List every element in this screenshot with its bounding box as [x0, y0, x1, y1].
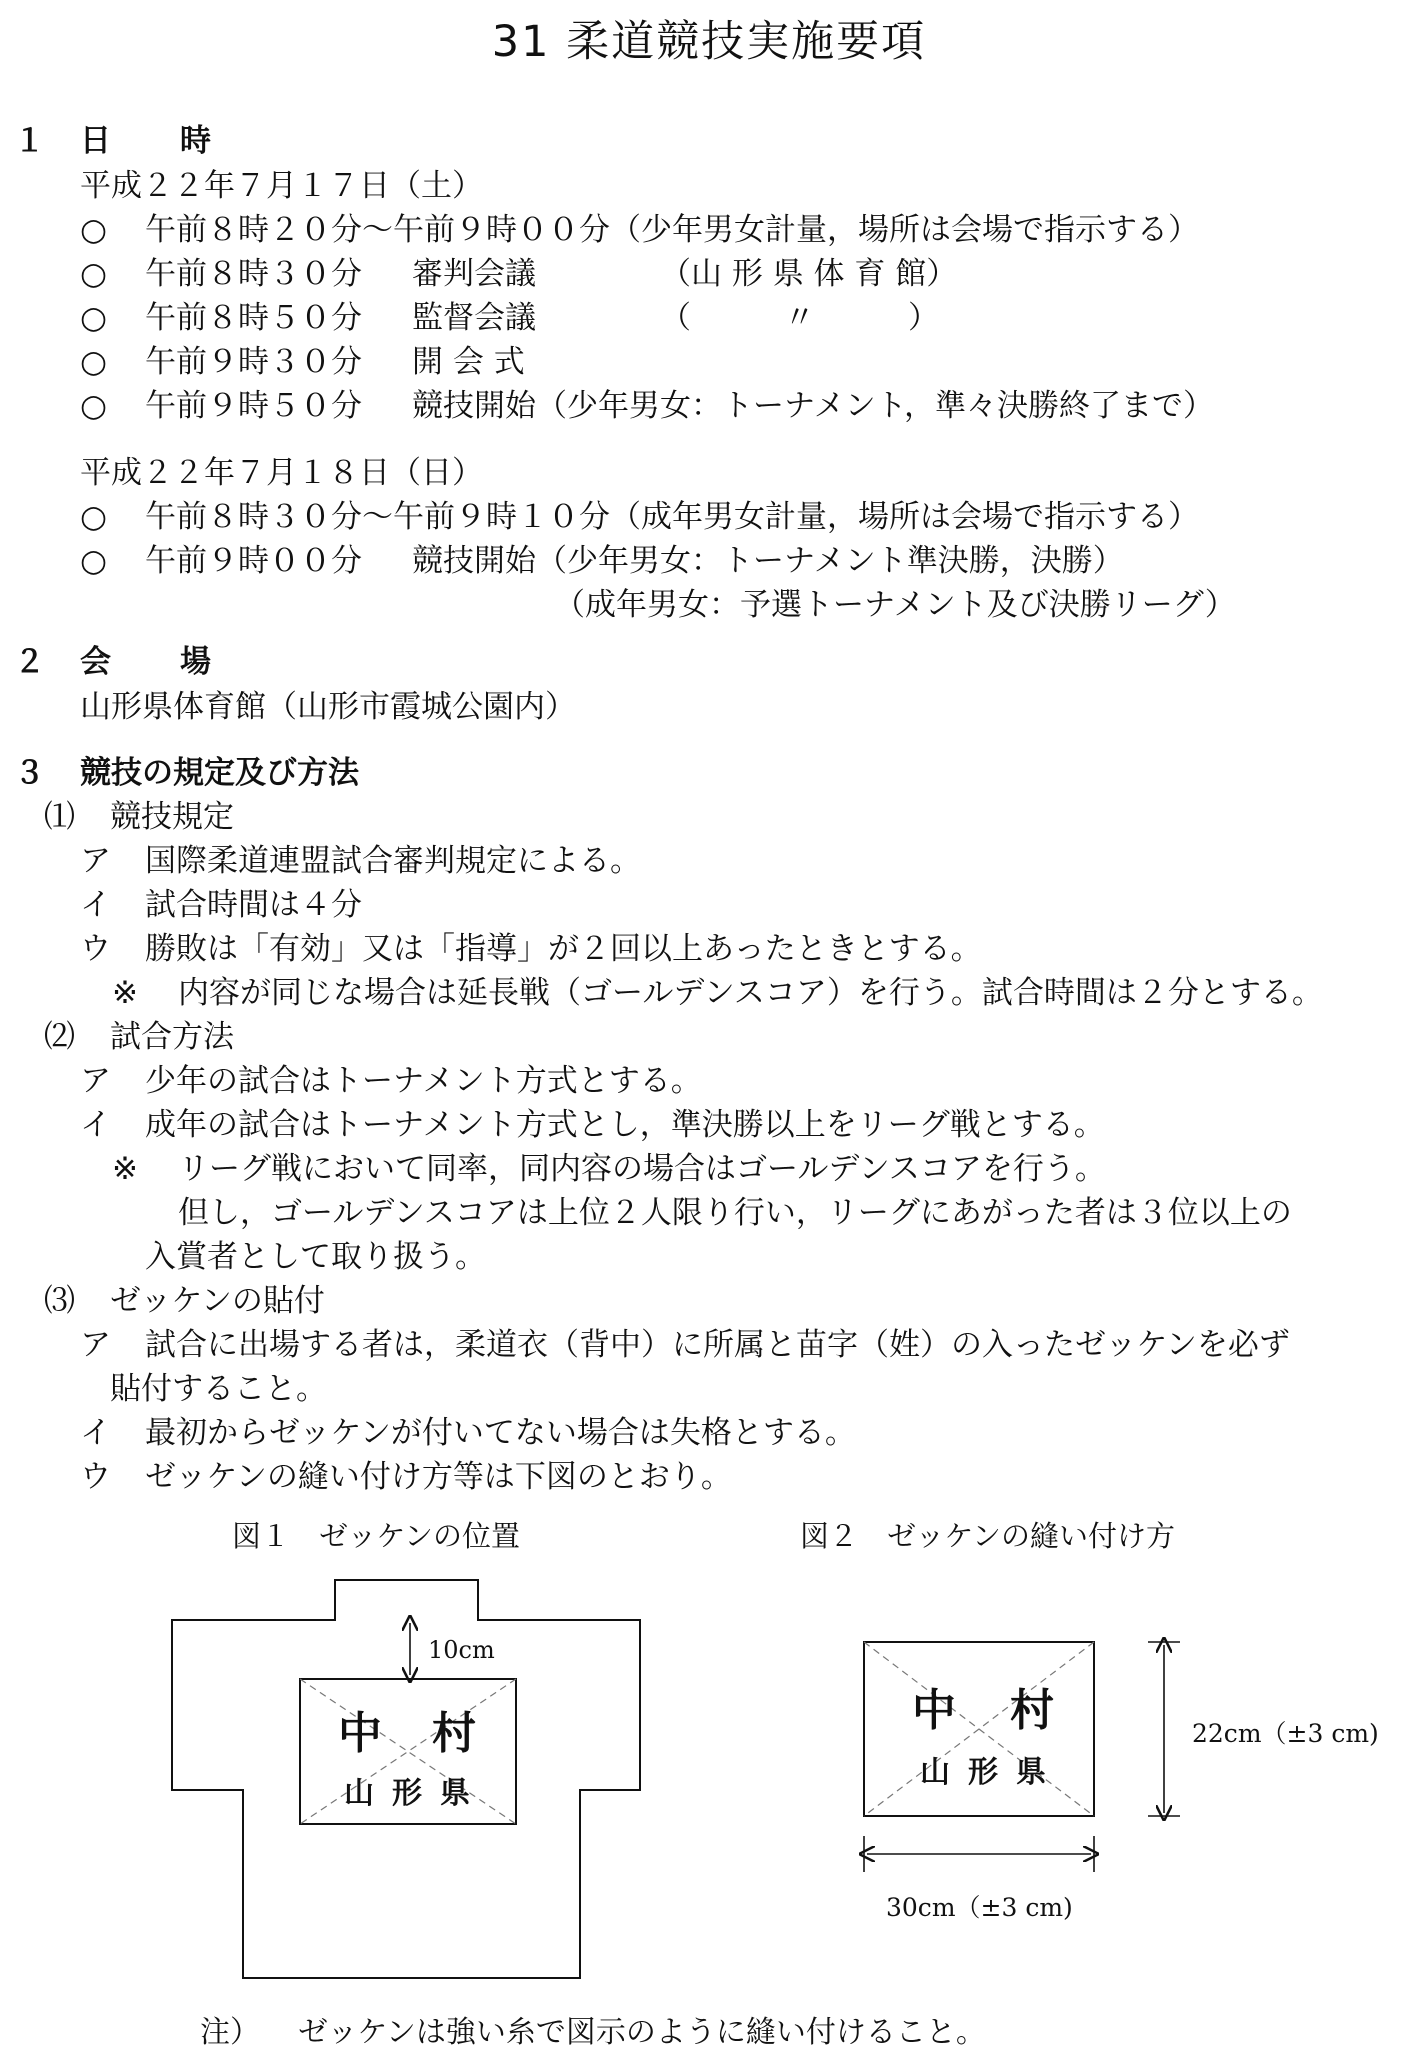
note-text: 内容が同じな場合は延長戦（ゴールデンスコア）を行う。試合時間は２分とする。 — [178, 975, 1323, 1011]
section-3-number: ３ — [14, 755, 45, 791]
item-place: （ 〃 ） — [660, 300, 939, 336]
zekken1-pref-3: 県 — [440, 1776, 470, 1811]
zekken1-name-2: 村 — [432, 1708, 476, 1759]
list-mark: ア — [80, 1327, 111, 1363]
subsection-2-label: 試合方法 — [110, 1019, 234, 1055]
note-text: 入賞者として取り扱う。 — [145, 1239, 486, 1275]
item-time: 午前９時３０分 — [145, 344, 362, 380]
zekken1-pref-2: 形 — [392, 1776, 422, 1811]
section-2-label-a: 会 — [80, 644, 111, 680]
note-mark: ※ — [112, 1151, 138, 1187]
subsection-3-number: ⑶ — [44, 1283, 75, 1319]
subsection-2-number: ⑵ — [44, 1019, 75, 1055]
list-text: 貼付すること。 — [110, 1371, 327, 1407]
bullet-mark: ○ — [80, 344, 108, 380]
zekken1-name-1: 中 — [338, 1708, 382, 1759]
section-3-label: 競技の規定及び方法 — [80, 755, 359, 791]
list-mark: ウ — [80, 1459, 111, 1495]
bullet-mark: ○ — [80, 388, 108, 424]
item-event: 監督会議 — [412, 300, 536, 336]
section-2-label-b: 場 — [180, 644, 211, 680]
footnote-mark: 注） — [200, 2015, 260, 2050]
list-text: 試合時間は４分 — [145, 887, 362, 923]
zekken2-pref-2: 形 — [968, 1755, 998, 1790]
bullet-mark: ○ — [80, 300, 108, 336]
section-2-number: ２ — [14, 644, 45, 680]
fig1-dimension-label: 10cm — [428, 1636, 495, 1664]
note-mark: ※ — [112, 975, 138, 1011]
list-text: ゼッケンの縫い付け方等は下図のとおり。 — [145, 1459, 732, 1495]
footnote-text: ゼッケンは強い糸で図示のように縫い付けること。 — [298, 2015, 986, 2050]
bullet-mark: ○ — [80, 212, 108, 248]
subsection-3-label: ゼッケンの貼付 — [110, 1283, 325, 1319]
bullet-mark: ○ — [80, 499, 108, 535]
list-text: 勝敗は「有効」又は「指導」が２回以上あったときとする。 — [145, 931, 982, 967]
day2-continuation: （成年男女：予選トーナメント及び決勝リーグ） — [554, 587, 1236, 623]
note-text: 但し，ゴールデンスコアは上位２人限り行い，リーグにあがった者は３位以上の — [178, 1195, 1292, 1231]
item-time: 午前９時００分 — [145, 543, 362, 579]
list-mark: イ — [80, 1415, 111, 1451]
fig2-width-label: 30cm（±3 cm) — [886, 1893, 1073, 1922]
item-event: 審判会議 — [412, 256, 536, 292]
list-text: 国際柔道連盟試合審判規定による。 — [145, 843, 641, 879]
section-1-number: １ — [14, 123, 45, 159]
bullet-mark: ○ — [80, 543, 108, 579]
zekken1-pref-1: 山 — [344, 1776, 374, 1811]
zekken2-pref-3: 県 — [1016, 1755, 1046, 1790]
note-text: リーグ戦において同率，同内容の場合はゴールデンスコアを行う。 — [178, 1151, 1106, 1187]
subsection-1-number: ⑴ — [44, 799, 75, 835]
section-1-label-a: 日 — [80, 123, 111, 159]
section-1-label-b: 時 — [180, 123, 211, 159]
zekken2-name-1: 中 — [912, 1685, 956, 1736]
list-mark: ア — [80, 843, 111, 879]
item-event: 競技開始（少年男女：トーナメント，準々決勝終了まで） — [412, 388, 1214, 424]
subsection-1-label: 競技規定 — [110, 799, 234, 835]
zekken2-name-2: 村 — [1010, 1685, 1054, 1736]
zekken2-pref-1: 山 — [920, 1755, 950, 1790]
day2-date: 平成２２年７月１８日（日） — [80, 455, 483, 491]
item-event: 開 会 式 — [412, 344, 525, 380]
list-text: 最初からゼッケンが付いてない場合は失格とする。 — [145, 1415, 856, 1451]
item-time: 午前８時５０分 — [145, 300, 362, 336]
list-mark: イ — [80, 1107, 111, 1143]
figure-2-caption: 図２ ゼッケンの縫い付け方 — [800, 1519, 1175, 1553]
list-text: 成年の試合はトーナメント方式とし，準決勝以上をリーグ戦とする。 — [145, 1107, 1105, 1143]
fig2-height-label: 22cm（±3 cm) — [1192, 1719, 1379, 1748]
item-time: 午前８時３０分 — [145, 256, 362, 292]
bullet-mark: ○ — [80, 256, 108, 292]
item-place: （山 形 県 体 育 館） — [660, 256, 958, 292]
list-mark: ア — [80, 1063, 111, 1099]
list-text: 少年の試合はトーナメント方式とする。 — [145, 1063, 702, 1099]
list-mark: ウ — [80, 931, 111, 967]
list-text: 試合に出場する者は，柔道衣（背中）に所属と苗字（姓）の入ったゼッケンを必ず — [145, 1327, 1290, 1363]
item-event: 競技開始（少年男女：トーナメント準決勝，決勝） — [412, 543, 1124, 579]
figure-1-caption: 図１ ゼッケンの位置 — [232, 1519, 520, 1553]
list-mark: イ — [80, 887, 111, 923]
dimension-width — [864, 1836, 1094, 1872]
dimension-height — [1148, 1642, 1180, 1816]
day1-date: 平成２２年７月１７日（土） — [80, 168, 483, 204]
venue-text: 山形県体育館（山形市霞城公園内） — [80, 689, 576, 725]
item-time: 午前９時５０分 — [145, 388, 362, 424]
item-time: 午前８時２０分～午前９時００分（少年男女計量，場所は会場で指示する） — [145, 212, 1199, 248]
item-time: 午前８時３０分～午前９時１０分（成年男女計量，場所は会場で指示する） — [145, 499, 1199, 535]
page-title: 31 柔道競技実施要項 — [491, 17, 927, 67]
